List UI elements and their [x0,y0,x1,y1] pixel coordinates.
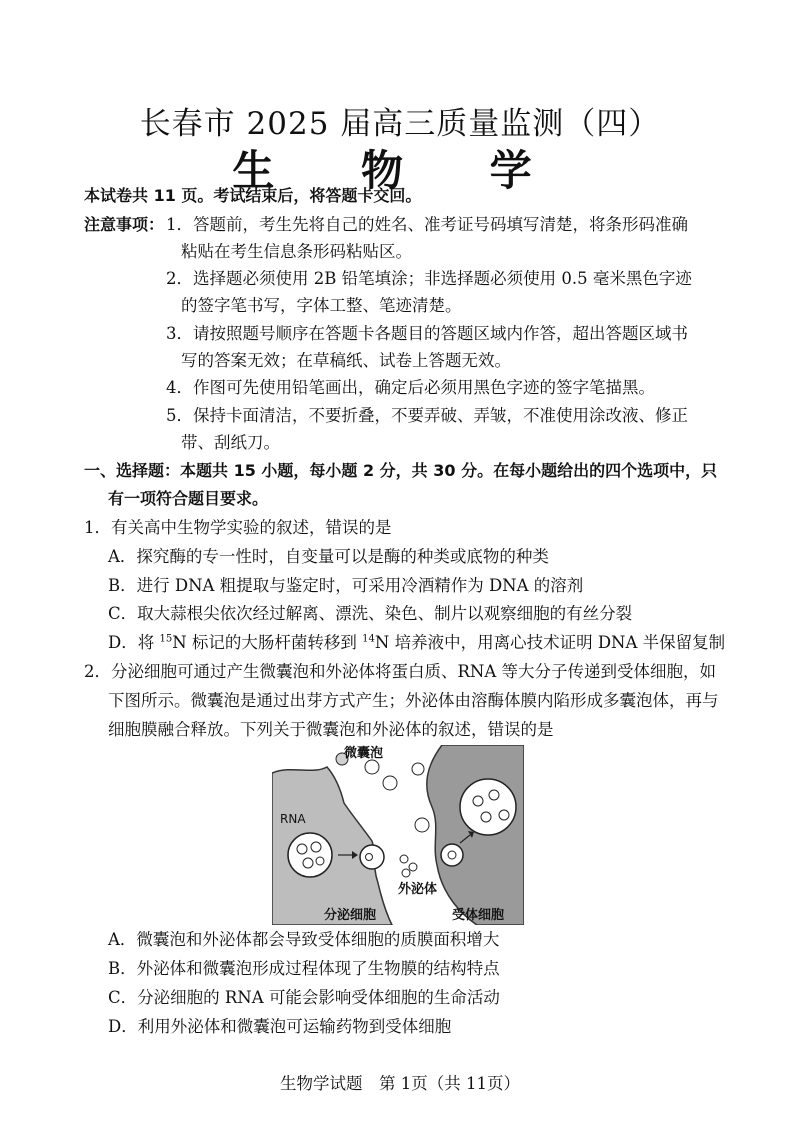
q2-stem-line-2: 下图所示。微囊泡是通过出芽方式产生；外泌体由溶酶体膜内陷形成多囊泡体，再与 [108,691,719,710]
note-4-line-1: 4．作图可先使用铅笔画出，确定后必须用黑色字迹的签字笔描黑。 [166,378,655,397]
note-5-line-2: 带、刮纸刀。 [181,433,280,452]
section-1-heading-line-2: 有一项符合题目要求。 [108,489,269,508]
exosome [402,869,410,877]
note-2-line-1: 2．选择题必须使用 2B 铅笔填涂；非选择题必须使用 0.5 毫米黑色字迹 [166,269,692,288]
internalized-vesicle [489,790,499,800]
intraluminal-vesicle [316,857,324,865]
internalized-vesicle [499,810,509,820]
intraluminal-vesicle [366,854,373,861]
vesicle-diagram [272,745,524,925]
exam-title: 长春市 2025 届高三质量监测（四） [139,106,661,142]
exosome [409,863,417,871]
label-recipient-cell: 受体细胞 [452,908,505,923]
label-exosome: 外泌体 [398,882,438,897]
section-1-heading-line-1: 一、选择题：本题共 15 小题，每小题 2 分，共 30 分。在每小题给出的四个选项中，只 [84,461,718,480]
intraluminal-vesicle [303,858,313,868]
intraluminal-vesicle [297,844,307,854]
q1-option-b: B．进行 DNA 粗提取与鉴定时，可采用冷酒精作为 DNA 的溶剂 [108,576,584,595]
multivesicular-body [288,833,332,877]
internalized-vesicle [473,796,483,806]
isotope-15-superscript: 15 [159,633,173,645]
q2-option-c: C．分泌细胞的 RNA 可能会影响受体细胞的生命活动 [108,988,500,1007]
vesicle-diagram-svg [272,745,524,925]
microvesicle [365,760,379,774]
microvesicle [415,818,429,832]
q2-option-a: A．微囊泡和外泌体都会导致受体细胞的质膜面积增大 [108,930,500,949]
q1-option-a: A．探究酶的专一性时，自变量可以是酶的种类或底物的种类 [108,547,549,566]
microvesicle [383,776,397,790]
q2-stem-line-3: 细胞膜融合释放。下列关于微囊泡和外泌体的叙述，错误的是 [108,720,554,739]
q1-stem: 1．有关高中生物学实验的叙述，错误的是 [84,518,392,537]
note-1-line-1: 1．答题前，考生先将自己的姓名、准考证号码填写清楚，将条形码准确 [166,215,688,234]
microvesicle [412,763,424,775]
q1-option-c: C．取大蒜根尖依次经过解离、漂洗、染色、制片以观察细胞的有丝分裂 [108,604,633,623]
intro-text: 本试卷共 11 页。考试结束后，将答题卡交回。 [84,186,422,205]
intraluminal-vesicle [448,851,456,859]
exosome [400,855,408,863]
note-1-line-2: 粘贴在考生信息条形码粘贴区。 [181,242,412,261]
label-secretory-cell: 分泌细胞 [324,908,377,923]
recipient-endosome [460,779,516,835]
note-2-line-2: 的签字笔书写，字体工整、笔迹清楚。 [181,296,462,315]
notes-label: 注意事项： [84,215,165,234]
subject-title: 生 物 学 [232,146,568,195]
q2-stem-line-1: 2．分泌细胞可通过产生微囊泡和外泌体将蛋白质、RNA 等大分子传递到受体细胞，如 [84,662,717,681]
q2-option-b: B．外泌体和微囊泡形成过程体现了生物膜的结构特点 [108,959,500,978]
internalized-vesicle [481,812,491,822]
intraluminal-vesicle [311,842,321,852]
q2-option-d: D．利用外泌体和微囊泡可运输药物到受体细胞 [108,1017,452,1036]
note-5-line-1: 5．保持卡面清洁，不要折叠，不要弄破、弄皱，不准使用涂改液、修正 [166,406,688,425]
note-3-line-1: 3．请按照题号顺序在答题卡各题目的答题区域内作答，超出答题区域书 [166,324,688,343]
label-microvesicle: 微囊泡 [344,746,384,761]
page-footer: 生物学试题 第 1页（共 11页） [280,1074,520,1093]
q1-option-d: D．将 $^{15}$N 标记的大肠杆菌转移到 $^{14}$N 培养液中，用离心技术证明 DNA 半保留复制 [108,633,726,652]
label-rna: RNA [280,812,306,826]
note-3-line-2: 写的答案无效；在草稿纸、试卷上答题无效。 [181,351,511,370]
isotope-14-superscript: 14 [362,633,375,645]
